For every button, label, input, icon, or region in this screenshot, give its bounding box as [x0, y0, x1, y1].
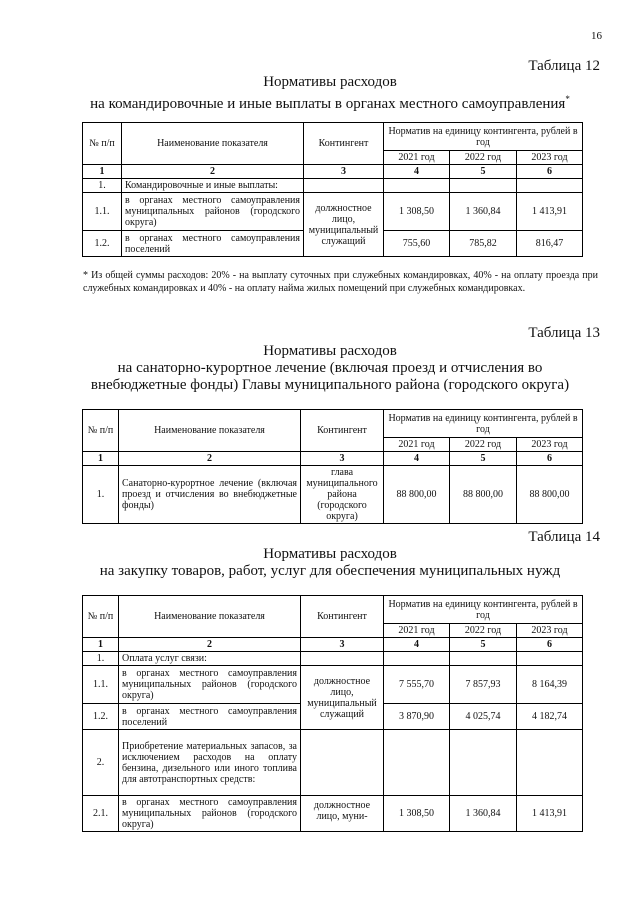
row-num: 1.	[83, 652, 119, 666]
header-num: № п/п	[83, 596, 119, 638]
empty-cell	[301, 730, 384, 796]
row-name: в органах местного самоуправления муниципальных районов (городского округа)	[119, 796, 301, 832]
index-cell: 3	[301, 638, 384, 652]
table-12-title-line2	[60, 91, 600, 113]
header-contingent: Контингент	[304, 123, 384, 165]
header-2021: 2021 год	[384, 438, 450, 452]
index-cell: 5	[450, 452, 517, 466]
empty-cell	[450, 179, 517, 193]
header-2022: 2022 год	[450, 151, 517, 165]
table-12-title-line1: Нормативы расходов	[263, 74, 397, 90]
index-cell: 4	[384, 452, 450, 466]
header-2022: 2022 год	[450, 438, 517, 452]
index-cell: 5	[450, 165, 517, 179]
table-12-label: Таблица 12	[528, 58, 600, 74]
index-cell: 6	[517, 452, 583, 466]
value-2022: 1 360,84	[450, 796, 517, 832]
empty-cell	[517, 730, 583, 796]
row-num: 1.1.	[83, 193, 122, 231]
row-name: Командировочные и иные выплаты:	[122, 179, 304, 193]
value-2022: 88 800,00	[450, 466, 517, 524]
table-14	[82, 595, 583, 832]
footnote-marker: *	[565, 94, 570, 104]
index-cell: 2	[122, 165, 304, 179]
value-2021: 1 308,50	[384, 796, 450, 832]
header-name: Наименование показателя	[122, 123, 304, 165]
table-14-title-line2: на закупку товаров, работ, услуг для обеспечения муниципальных нужд	[99, 563, 561, 579]
index-cell: 4	[384, 165, 450, 179]
value-2022: 7 857,93	[450, 666, 517, 704]
index-cell: 1	[83, 452, 119, 466]
contingent-cell: должностное лицо, муни-	[301, 796, 384, 832]
value-2021: 755,60	[384, 231, 450, 257]
value-2023: 8 164,39	[517, 666, 583, 704]
empty-cell	[450, 730, 517, 796]
contingent-cell: должностное лицо, муниципальный служащий	[304, 193, 384, 257]
table-14-title	[60, 546, 600, 580]
index-cell: 4	[384, 638, 450, 652]
row-name: Оплата услуг связи:	[119, 652, 301, 666]
header-num: № п/п	[83, 410, 119, 452]
empty-cell	[517, 652, 583, 666]
header-2023: 2023 год	[517, 151, 583, 165]
index-cell: 2	[119, 638, 301, 652]
value-2023: 4 182,74	[517, 704, 583, 730]
row-name: в органах местного самоуправления муниципальных районов (городского округа)	[122, 193, 304, 231]
table-12-title	[60, 74, 600, 113]
value-2022: 1 360,84	[450, 193, 517, 231]
value-2021: 88 800,00	[384, 466, 450, 524]
row-num: 1.	[83, 466, 119, 524]
table-12-title-text: на командировочные и иные выплаты в органах местного самоуправления	[90, 96, 566, 112]
header-name: Наименование показателя	[119, 410, 301, 452]
value-2022: 785,82	[450, 231, 517, 257]
table-12	[82, 122, 583, 257]
row-num: 1.2.	[83, 704, 119, 730]
header-num: № п/п	[83, 123, 122, 165]
value-2023: 816,47	[517, 231, 583, 257]
row-num: 2.	[83, 730, 119, 796]
value-2022: 4 025,74	[450, 704, 517, 730]
row-num: 2.1.	[83, 796, 119, 832]
value-2021: 1 308,50	[384, 193, 450, 231]
contingent-cell: должностное лицо, муниципальный служащий	[301, 666, 384, 730]
table-13-title-line3: внебюджетные фонды) Главы муниципального района (городского округа)	[90, 377, 570, 393]
empty-cell	[517, 179, 583, 193]
index-cell: 6	[517, 165, 583, 179]
empty-cell	[450, 652, 517, 666]
header-contingent: Контингент	[301, 410, 384, 452]
table-13-label: Таблица 13	[528, 325, 600, 341]
index-cell: 6	[517, 638, 583, 652]
row-name: в органах местного самоуправления поселений	[122, 231, 304, 257]
row-name: в органах местного самоуправления поселений	[119, 704, 301, 730]
value-2023: 1 413,91	[517, 193, 583, 231]
value-2021: 7 555,70	[384, 666, 450, 704]
index-cell: 5	[450, 638, 517, 652]
header-norm: Норматив на единицу контингента, рублей в год	[384, 596, 583, 624]
index-cell: 1	[83, 165, 122, 179]
index-cell: 1	[83, 638, 119, 652]
table-12-footnote: * Из общей суммы расходов: 20% - на выплату суточных при служебных командировках, 40% - на оплату проезда при служебных командировках и 40% - на оплату найма жилых помещений при служебных командировках.	[83, 270, 598, 294]
index-cell: 3	[304, 165, 384, 179]
empty-cell	[384, 730, 450, 796]
header-contingent: Контингент	[301, 596, 384, 638]
page-number: 16	[591, 30, 602, 42]
row-name: Приобретение материальных запасов, за исключением расходов на оплату бензина, дизельного или иного топлива для автотранспортных средств:	[119, 730, 301, 796]
table-13	[82, 409, 583, 524]
empty-cell	[384, 179, 450, 193]
value-2023: 1 413,91	[517, 796, 583, 832]
value-2021: 3 870,90	[384, 704, 450, 730]
header-name: Наименование показателя	[119, 596, 301, 638]
header-2022: 2022 год	[450, 624, 517, 638]
table-14-title-line1: Нормативы расходов	[263, 546, 397, 562]
contingent-cell: глава муниципального района (городского округа)	[301, 466, 384, 524]
row-name: в органах местного самоуправления муниципальных районов (городского округа)	[119, 666, 301, 704]
index-cell: 3	[301, 452, 384, 466]
value-2023: 88 800,00	[517, 466, 583, 524]
header-2021: 2021 год	[384, 624, 450, 638]
empty-cell	[384, 652, 450, 666]
header-2023: 2023 год	[517, 624, 583, 638]
row-num: 1.2.	[83, 231, 122, 257]
row-name: Санаторно-курортное лечение (включая проезд и отчисления во внебюджетные фонды)	[119, 466, 301, 524]
empty-cell	[301, 652, 384, 666]
header-norm: Норматив на единицу контингента, рублей в год	[384, 123, 583, 151]
table-13-title	[60, 343, 600, 394]
row-num: 1.	[83, 179, 122, 193]
header-2021: 2021 год	[384, 151, 450, 165]
empty-cell	[304, 179, 384, 193]
index-cell: 2	[119, 452, 301, 466]
table-13-title-line2: на санаторно-курортное лечение (включая проезд и отчисления во	[117, 360, 543, 376]
row-num: 1.1.	[83, 666, 119, 704]
header-norm: Норматив на единицу контингента, рублей в год	[384, 410, 583, 438]
table-13-title-line1: Нормативы расходов	[263, 343, 397, 359]
header-2023: 2023 год	[517, 438, 583, 452]
table-14-label: Таблица 14	[528, 529, 600, 545]
